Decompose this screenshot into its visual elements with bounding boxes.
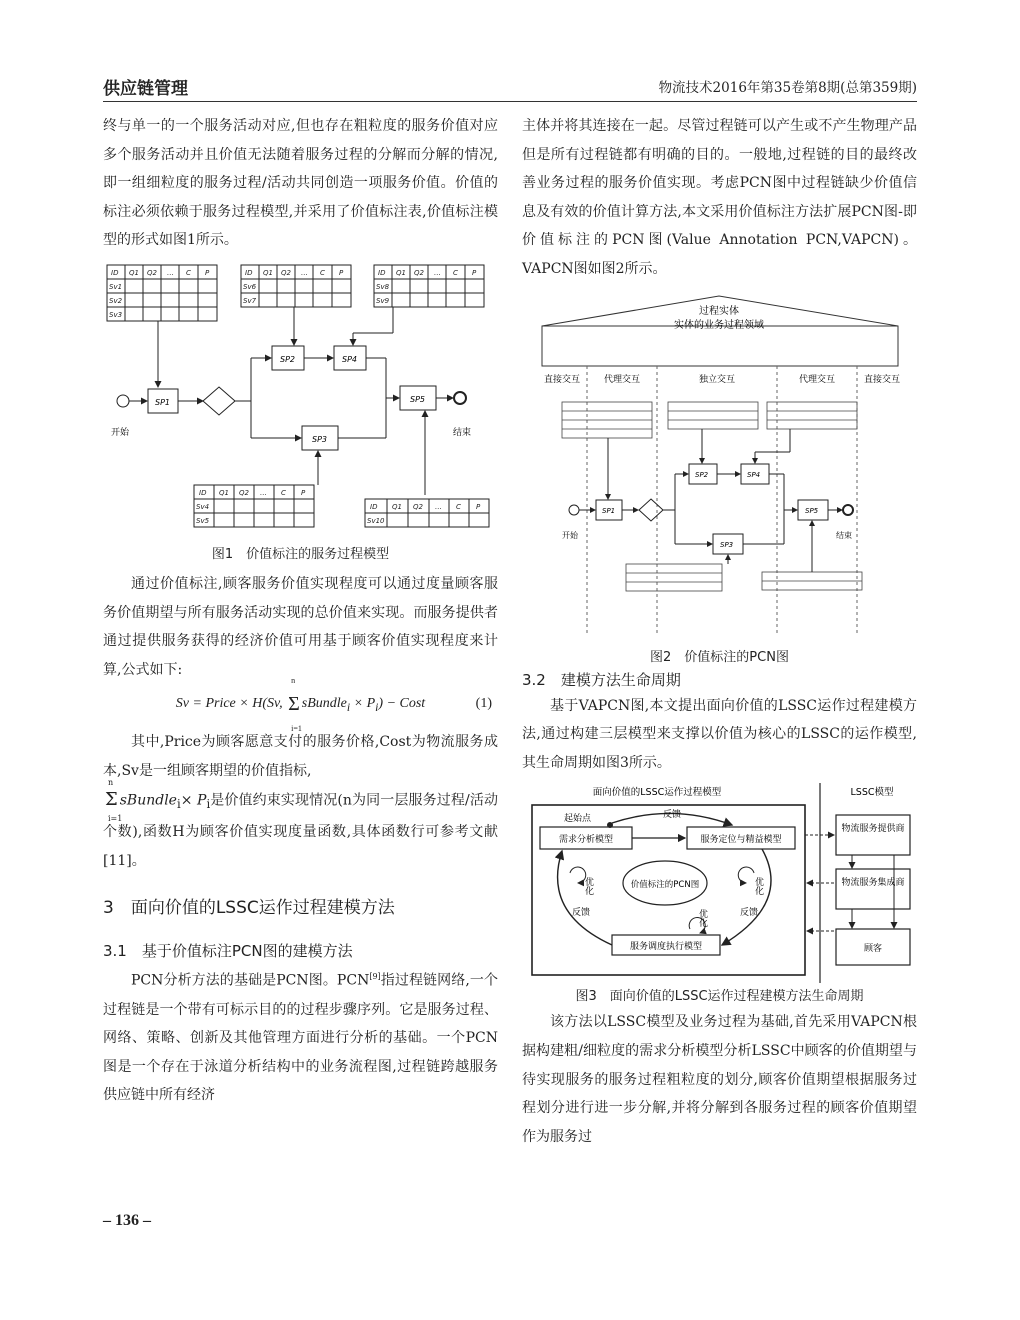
lane-label: 代理交互: [603, 374, 641, 385]
th-id: ID: [111, 268, 119, 277]
formula-part: Sv = Price × H(Sv,: [175, 696, 283, 712]
th-p: P: [205, 268, 210, 277]
journal-issue: 物流技术2016年第35卷第8期(总第359期): [658, 80, 917, 96]
sum-upper: n: [108, 777, 114, 787]
row-label: Sv10: [367, 516, 385, 525]
th-id: ID: [199, 488, 207, 497]
end-node: [843, 505, 853, 515]
integrator-box: [836, 869, 910, 909]
fig3-left-title: 面向价值的LSSC运作过程模型: [592, 787, 722, 799]
optimize-label: 优化: [583, 877, 593, 896]
th-id: ID: [378, 268, 386, 277]
feedback-label: 反馈: [662, 810, 682, 821]
integrator-label: 物流服务集成商: [841, 878, 905, 889]
value-table: [668, 402, 758, 429]
section-heading-3-2: 3.2 建模方法生命周期: [522, 670, 681, 689]
value-table: [626, 564, 722, 591]
th-q2: Q2: [239, 488, 249, 497]
figure-1: [103, 263, 498, 541]
paragraph: 终与单一的一个服务活动对应,但也存在粗粒度的服务价值对应多个服务活动并且价值无法随着服务过程的分解而分解的情况,即一组细粒度的服务过程/活动共同创造一项服务价值。价值的标注必须依赖于服务过程模型,并采用了价值标注表,价值标注模型的形式如图1所示。: [103, 118, 498, 249]
roof-title: 过程实体: [699, 305, 739, 317]
th-c: C: [186, 268, 191, 277]
formula-part: ) − Cost: [378, 696, 426, 712]
start-label: 开始: [111, 427, 130, 438]
start-node: [117, 395, 129, 407]
th-c: C: [281, 488, 286, 497]
section-heading-3-1: 3.1 基于价值标注PCN图的建模方法: [103, 942, 353, 961]
figure-3-caption: 图3 面向价值的LSSC运作过程建模方法生命周期: [575, 989, 864, 1005]
th-q2: Q2: [147, 268, 157, 277]
sp4-label: SP4: [747, 470, 761, 479]
th-id: ID: [245, 268, 253, 277]
decision-gateway: [203, 387, 235, 415]
value-table-1: [107, 265, 217, 321]
sum-symbol: Σ n i=1: [288, 676, 302, 734]
section-heading-3: 3 面向价值的LSSC运作过程建模方法: [103, 898, 395, 919]
figure-1-caption: 图1 价值标注的服务过程模型: [211, 546, 390, 562]
sum-lower: i=1: [108, 814, 123, 824]
provider-label: 物流服务提供商: [841, 824, 905, 835]
roof-subtitle: 实体的业务过程领域: [674, 319, 764, 331]
page-number: – 136 –: [103, 1212, 151, 1229]
sum-symbol: Σ n i=1: [105, 777, 123, 824]
row-label: Sv5: [196, 516, 210, 525]
text-run: 其中,Price为顾客愿意支付的服务价格,Cost为物流服务成本,Sv是一组顾客期望的价值指标,: [103, 734, 498, 779]
paragraph: 该方法以LSSC模型及业务过程为基础,首先采用VAPCN根据构建粗/细粒度的需求分析模型分析LSSC中顾客的价值期望与待实现服务的服务过程粗粒度的划分,顾客价值期望根据服务过程划分进行进一步分解,并将分解到各服务过程的顾客价值期望作为服务过: [522, 1014, 917, 1145]
row-label: Sv1: [109, 282, 123, 291]
th-q2: Q2: [414, 268, 424, 277]
formula-part: sBundle: [301, 696, 347, 712]
optimize-label: 优化: [697, 909, 707, 928]
sp3-label: SP3: [720, 540, 734, 549]
th-c: C: [453, 268, 458, 277]
entity-band: [542, 326, 898, 366]
th-q2: Q2: [281, 268, 291, 277]
row-label: Sv9: [376, 296, 390, 305]
formula-1: Sv = Price × H(Sv, Σ n i=1 sBundle$_i$ × $P_i$) − Cost (1): [175, 676, 492, 734]
sp3-label: SP3: [312, 434, 327, 444]
sp5-label: SP5: [805, 506, 819, 515]
formula-part: × P: [353, 696, 376, 712]
paragraph: Σ n i=1 sBundle$_i$× $P_i$是价值约束实现情况(n为同一层服务过程/活动个数),函数H为顾客价值实现度量函数,具体函数行可参考文献[11]。: [103, 777, 498, 869]
value-table-3: [374, 265, 484, 307]
customer-label: 顾客: [863, 944, 883, 955]
left-column: [103, 112, 498, 1110]
th-dots: …: [434, 268, 441, 277]
th-q1: Q1: [392, 502, 402, 511]
decision-gateway: [639, 499, 663, 521]
sp5-label: SP5: [410, 394, 425, 404]
lane-label: 直接交互: [543, 374, 581, 385]
row-label: Sv4: [196, 502, 210, 511]
th-q1: Q1: [263, 268, 273, 277]
figure-3-diagram: [522, 783, 917, 983]
th-dots: …: [260, 488, 267, 497]
paragraph: 通过价值标注,顾客服务价值实现程度可以通过度量顾客服务价值期望与所有服务活动实现的总价值来实现。而服务提供者通过提供服务获得的经济价值可用基于顾客价值实现程度来计算,公式如下:: [103, 575, 498, 678]
service-position-label: 服务定位与精益模型: [700, 835, 782, 846]
value-table: [767, 402, 857, 429]
schedule-execution-label: 服务调度执行模型: [629, 942, 703, 953]
th-q2: Q2: [413, 502, 423, 511]
sp4-label: SP4: [342, 354, 357, 364]
optimize-label: 优化: [753, 877, 763, 896]
sp2-label: SP2: [695, 470, 709, 479]
text-run: × P: [180, 791, 207, 808]
text-run: sBundle: [119, 791, 177, 808]
paragraph: [103, 963, 498, 1110]
sp2-label: SP2: [280, 354, 295, 364]
th-q1: Q1: [129, 268, 139, 277]
text-run: 是价值约束实现情况(n为同一层服务过程/活动个数),函数H为顾客价值实现度量函数,具体函数行可参考文献[11]。: [103, 791, 498, 869]
header-rule: [103, 101, 917, 102]
figure-2-caption: 图2 价值标注的PCN图: [650, 649, 789, 665]
th-p: P: [476, 502, 481, 511]
value-table-2: [241, 265, 351, 307]
text-run: PCN分析方法的基础是PCN图。PCN: [131, 973, 370, 990]
start-node: [569, 505, 579, 515]
th-p: P: [472, 268, 477, 277]
right-column: [522, 112, 917, 1151]
feedback-label: 反馈: [572, 908, 591, 919]
figure-1-diagram: [103, 263, 498, 541]
th-p: P: [339, 268, 344, 277]
th-dots: …: [301, 268, 308, 277]
value-pcn-label: 价值标注的PCN图: [630, 880, 700, 891]
row-label: Sv6: [243, 282, 257, 291]
end-label: 结束: [453, 427, 472, 438]
row-label: Sv3: [109, 310, 123, 319]
value-table-5: [365, 499, 489, 527]
provider-box: [836, 815, 910, 855]
lane-label: 直接交互: [863, 374, 901, 385]
figure-2: [522, 294, 917, 644]
sum-upper: n: [291, 676, 296, 686]
paragraph: [103, 728, 498, 785]
sp1-label: SP1: [155, 397, 170, 407]
figure-3: [522, 783, 917, 983]
row-label: Sv2: [109, 296, 123, 305]
start-label: 开始: [562, 530, 578, 540]
lane-label: 代理交互: [798, 374, 836, 385]
value-table-4: [194, 485, 314, 527]
paragraph: 基于VAPCN图,本文提出面向价值的LSSC运作过程建模方法,通过构建三层模型来支撑以价值为核心的LSSC的运作模型,其生命周期如图3所示。: [522, 697, 917, 771]
th-p: P: [301, 488, 306, 497]
th-q1: Q1: [396, 268, 406, 277]
th-dots: …: [435, 502, 442, 511]
start-point-label: 起始点: [564, 814, 592, 825]
fig3-right-title: LSSC模型: [850, 787, 894, 799]
end-node: [454, 392, 466, 404]
lane-label: 独立交互: [698, 374, 736, 385]
formula-number: (1): [475, 696, 492, 712]
feedback-label: 反馈: [740, 908, 759, 919]
citation: [9]: [369, 972, 381, 982]
journal-section: 供应链管理: [103, 79, 188, 99]
sum-lower: i=1: [291, 724, 302, 734]
end-label: 结束: [836, 530, 852, 540]
demand-analysis-label: 需求分析模型: [558, 835, 614, 846]
th-dots: …: [167, 268, 174, 277]
figure-2-diagram: [522, 294, 917, 644]
sp1-label: SP1: [602, 506, 616, 515]
th-q1: Q1: [219, 488, 229, 497]
th-c: C: [320, 268, 325, 277]
text-run: 指过程链网络,一个过程链是一个带有可标示目的的过程步骤序列。它是服务过程、网络、策略、创新及其他管理方面进行分析的基础。一个PCN图是一个存在于泳道分析结构中的业务流程图,过程链跨越服务供应链中所有经济: [103, 973, 498, 1104]
th-id: ID: [370, 502, 378, 511]
row-label: Sv7: [243, 296, 257, 305]
row-label: Sv8: [376, 282, 390, 291]
paragraph: 主体并将其连接在一起。尽管过程链可以产生或不产生物理产品但是所有过程链都有明确的目的。一般地,过程链的目的最终改善业务过程的服务价值实现。考虑PCN图中过程链缺少价值信息及有效的价值计算方法,本文采用价值标注方法扩展PCN图-即价值标注的PCN图(Value Annotation PCN,VAPCN)。VAPCN图如图2所示。: [522, 118, 917, 277]
th-c: C: [456, 502, 461, 511]
